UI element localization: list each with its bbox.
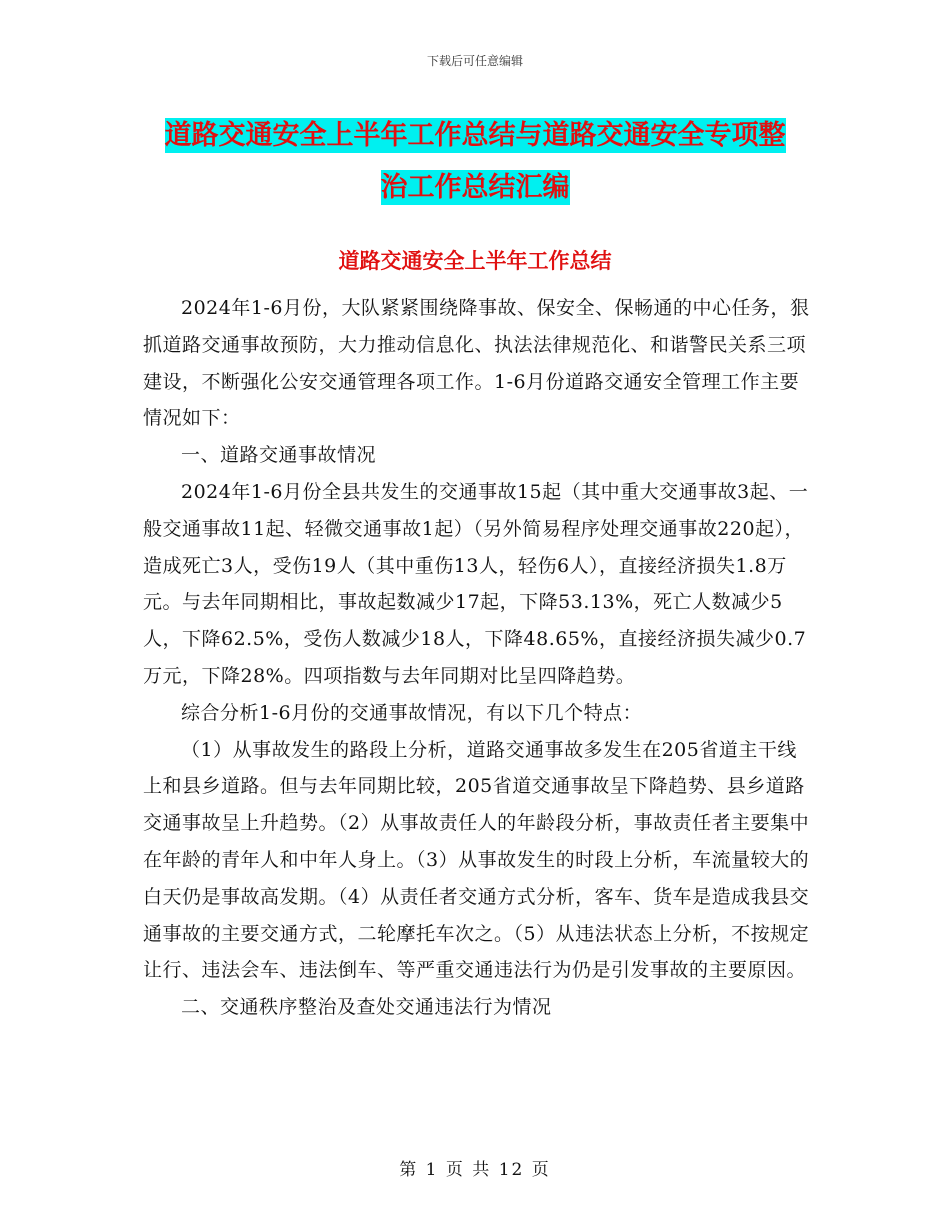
heading-traffic-order: 二、交通秩序整治及查处交通违法行为情况 <box>181 996 552 1019</box>
document-title-line-1: 道路交通安全上半年工作总结与道路交通安全专项整 <box>164 120 786 151</box>
paragraph-intro: 2024年1-6月份，大队紧紧围绕降事故、保安全、保畅通的中心任务，狠抓道路交通事故预防，大力推动信息化、执法法律规范化、和谐警民关系三项建设，不断强化公安交通管理各项工作。1-6月份道路交通安全管理工作主要情况如下： <box>143 297 810 430</box>
paragraph-accident-statistics: 2024年1-6月份全县共发生的交通事故15起（其中重大交通事故3起、一般交通事故11起、轻微交通事故1起）（另外简易程序处理交通事故220起），造成死亡3人，受伤19人（其中重伤13人，轻伤6人），直接经济损失1.8万元。与去年同期相比，事故起数减少17起，下降53.13%，死亡人数减少5人，下降62.5%，受伤人数减少18人，下降48.65%，直接经济损失减少0.7万元，下降28%。四项指数与去年同期对比呈四降趋势。 <box>143 480 809 687</box>
paragraph-analysis-intro: 综合分析1-6月份的交通事故情况，有以下几个特点： <box>181 701 643 724</box>
paragraph-analysis-features: （1）从事故发生的路段上分析，道路交通事故多发生在205省道主干线上和县乡道路。但与去年同期比较，205省道交通事故呈下降趋势、县乡道路交通事故呈上升趋势。（2）从事故责任人的年龄段分析，事故责任者主要集中在年龄的青年人和中年人身上。（3）从事故发生的时段上分析，车流量较大的白天仍是事故高发期。（4）从责任者交通方式分析，客车、货车是造成我县交通事故的主要交通方式，二轮摩托车次之。（5）从违法状态上分析，不按规定让行、违法会车、违法倒车、等严重交通违法行为仍是引发事故的主要原因。 <box>143 738 810 982</box>
document-title-line-2: 治工作总结汇编 <box>380 172 570 203</box>
header-note: 下载后可任意编辑 <box>426 54 523 68</box>
page-footer: 第 1 页 共 12 页 <box>399 1160 551 1180</box>
heading-accident-situation: 一、道路交通事故情况 <box>181 444 377 467</box>
section-title: 道路交通安全上半年工作总结 <box>338 249 612 273</box>
document-body <box>143 290 813 1026</box>
document-title <box>140 110 810 214</box>
